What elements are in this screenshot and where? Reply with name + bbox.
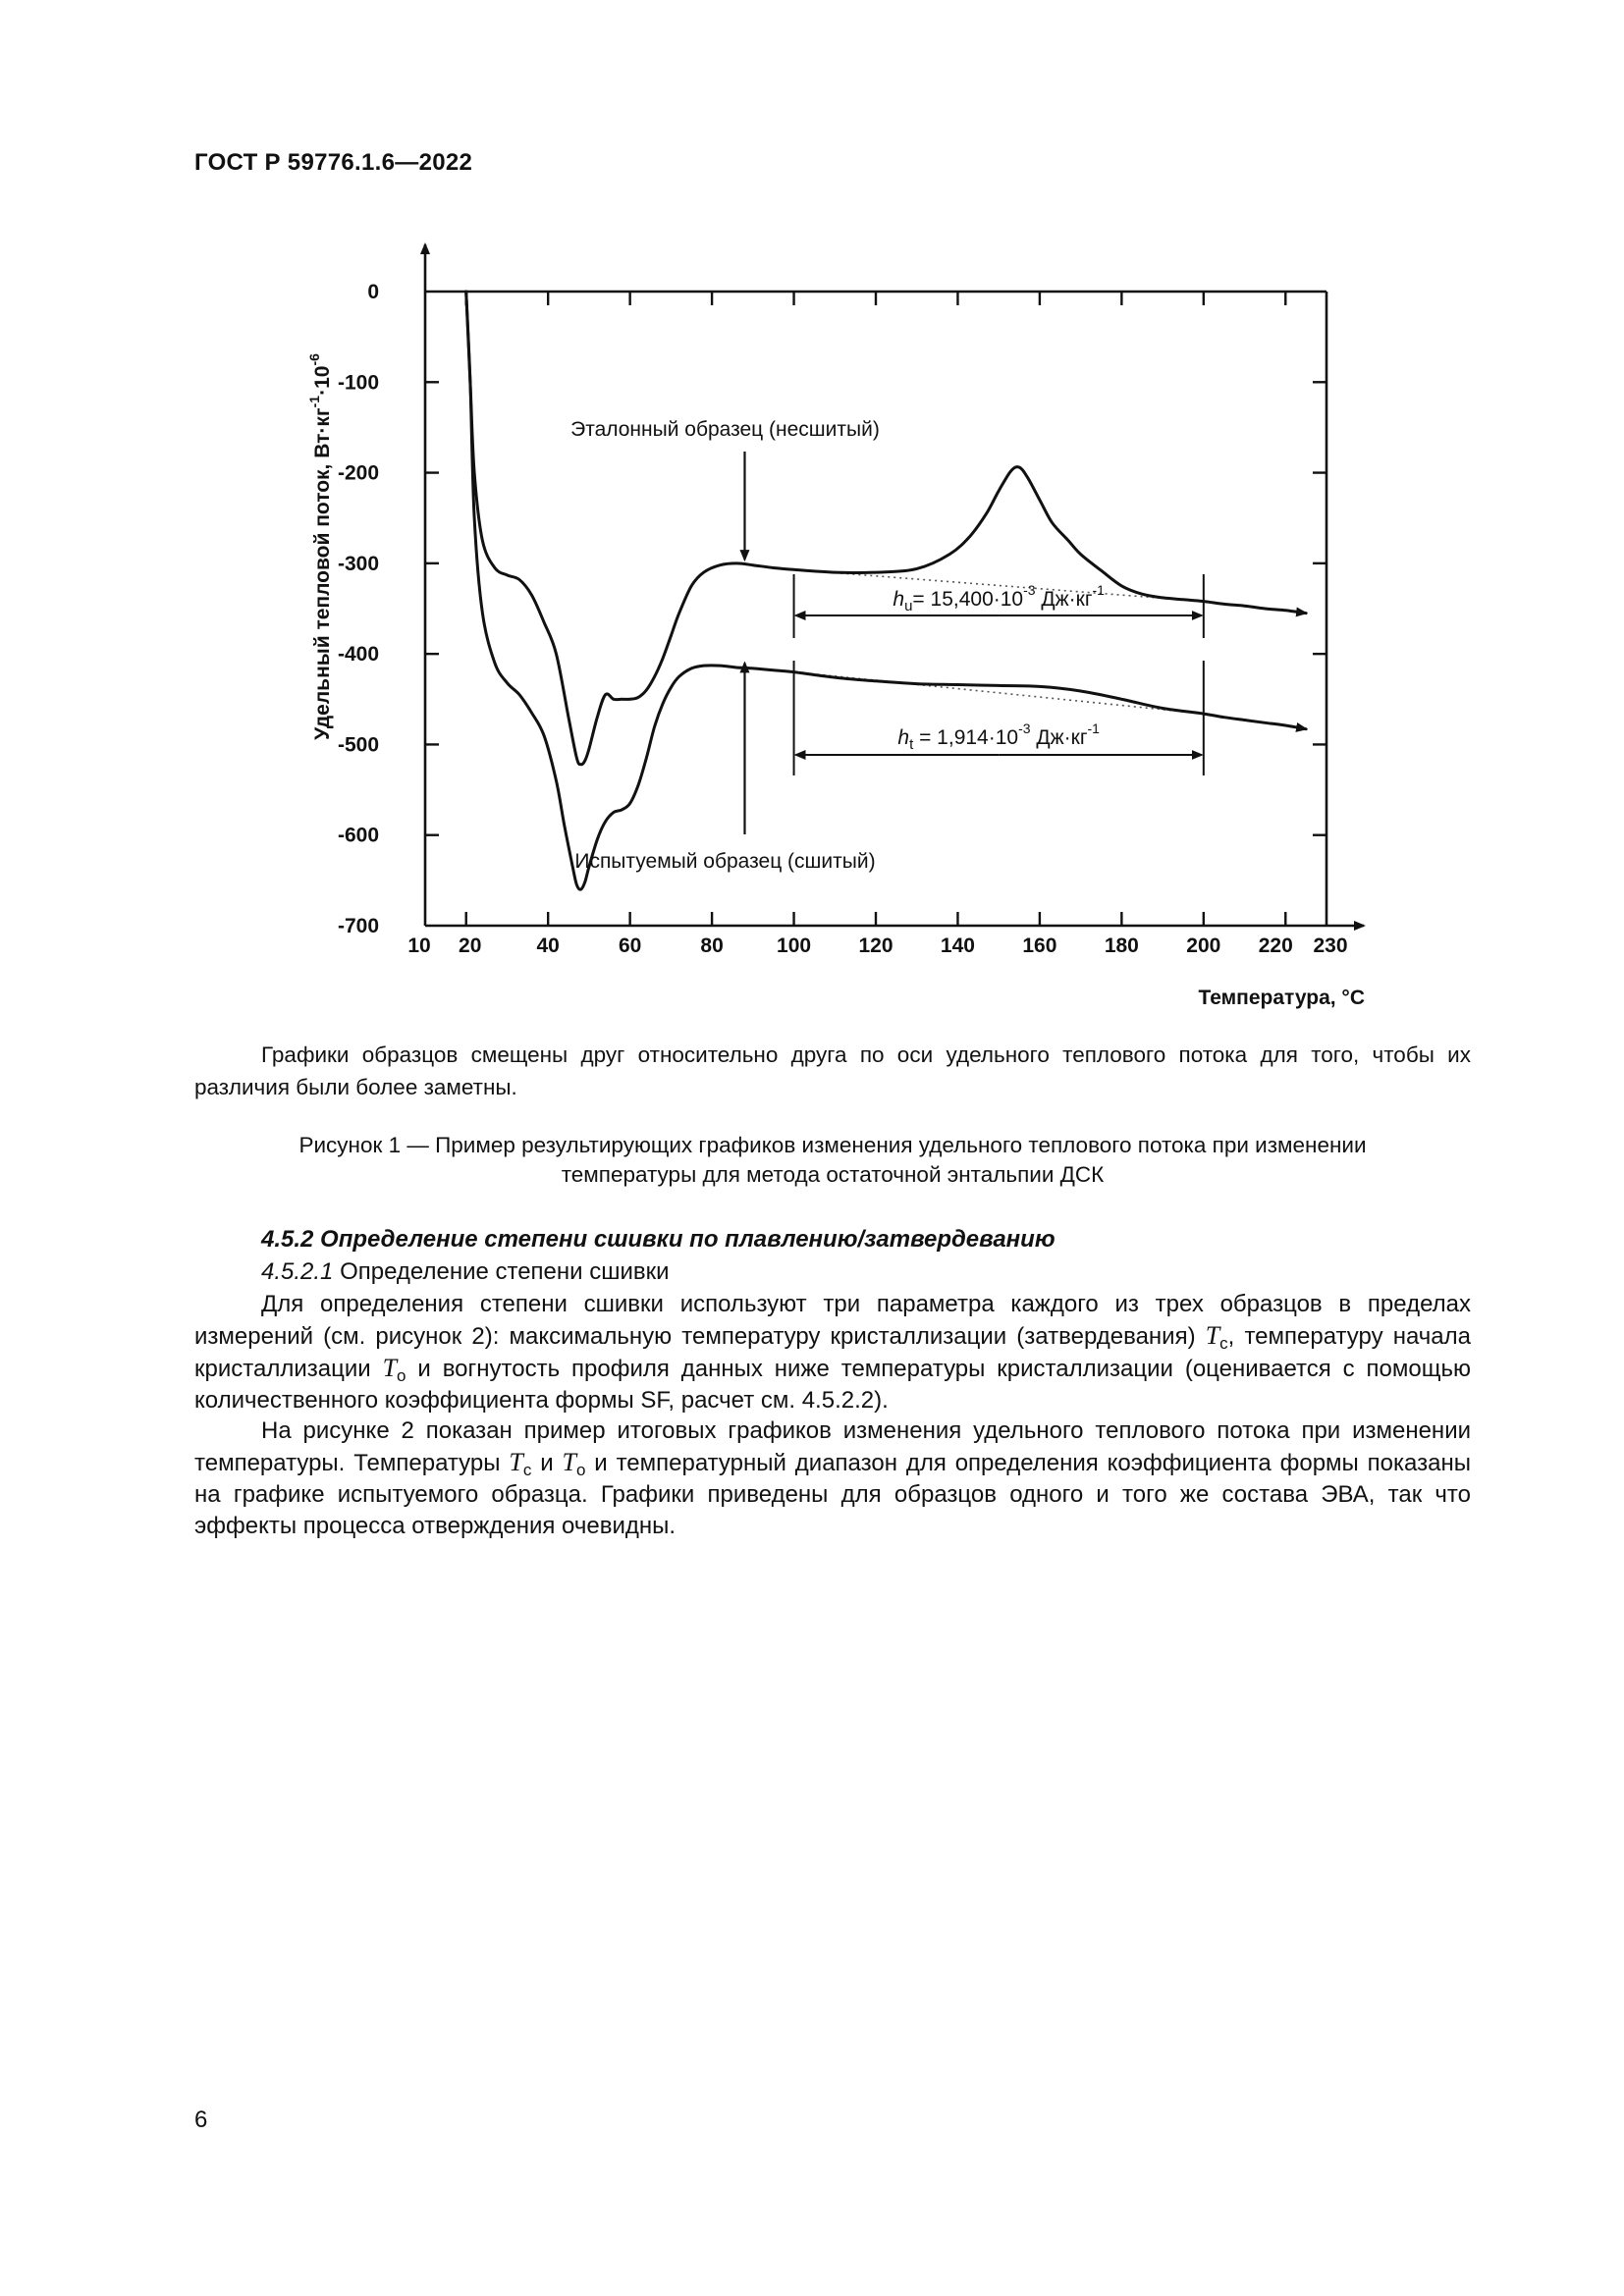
dsc-chart: [295, 226, 1414, 1011]
subsection-title: Определение степени сшивки: [333, 1258, 670, 1285]
page-number: 6: [194, 2107, 208, 2133]
y-tick-label: -400: [337, 643, 379, 667]
x-tick-label: 230: [1313, 934, 1348, 957]
x-tick-label: 100: [777, 934, 812, 957]
test-curve: [466, 292, 1306, 889]
x-tick-label: 200: [1186, 934, 1221, 957]
axis-ticks: [425, 292, 1326, 926]
annotations: [570, 418, 1204, 873]
paragraph-2: На рисунке 2 показан пример итоговых графиков изменения удельного теплового потока при изменении температуры. Температуры $T_c$ и $T_o$ и температурный диапазон для определения коэффициента формы показаны на графике испытуемого образца. Графики приведены для образцов одного и того же состава ЭВА, так что эффекты процесса отверждения очевидны.: [194, 1417, 1471, 1539]
y-tick-label: 0: [367, 281, 379, 303]
x-tick-label: 220: [1258, 934, 1293, 957]
x-tick-label: 160: [1022, 934, 1057, 957]
y-tick-label: -100: [337, 371, 379, 395]
y-tick-label: -300: [337, 552, 379, 575]
figure-caption: [194, 1131, 1471, 1190]
x-tick-label: 180: [1104, 934, 1139, 957]
y-tick-label: -700: [337, 915, 379, 937]
section-heading: 4.5.2 Определение степени сшивки по плавлению/затвердеванию: [261, 1226, 1056, 1253]
x-axis-label: Температура, °C: [1198, 987, 1365, 1009]
x-tick-labels: [407, 934, 1347, 957]
document-header: ГОСТ Р 59776.1.6—2022: [194, 149, 473, 176]
ht-annotation: $h_t = 1,914\cdot 10^{-3}$ $Дж\cdot кг^{-1}$: [897, 721, 1100, 753]
plot-frame: [425, 244, 1364, 926]
subsection-heading: [261, 1256, 670, 1288]
caption-line-1: Рисунок 1 — Пример результирующих графиков изменения удельного теплового потока при изменении: [298, 1133, 1367, 1157]
x-tick-label: 120: [858, 934, 893, 957]
x-tick-label: 80: [700, 934, 724, 957]
y-tick-label: -500: [337, 733, 379, 757]
hu-annotation: $h_u= 15,400\cdot 10^{-3}$ $Дж\cdot кг^{-1}$: [893, 582, 1105, 614]
x-tick-label: 10: [407, 934, 431, 957]
caption-line-2: температуры для метода остаточной энтальпии ДСК: [561, 1162, 1105, 1187]
x-tick-label: 20: [459, 934, 482, 957]
x-tick-label: 60: [618, 934, 642, 957]
y-tick-label: -600: [337, 824, 379, 847]
x-tick-label: 40: [536, 934, 560, 957]
reference-curve: [466, 292, 1306, 765]
y-tick-label: -200: [337, 461, 379, 485]
paragraph-1: Для определения степени сшивки используют три параметра каждого из трех образцов в пределах измерений (см. рисунок 2): максимальную температуру кристаллизации (затвердевания) $T_c$, температуру начала кристаллизации $T_o$ и вогнутость профиля данных ниже температуры кристаллизации (оценивается с помощью количественного коэффициента формы SF, расчет см. 4.5.2.2).: [194, 1291, 1472, 1414]
y-tick-labels: [338, 281, 379, 937]
ht-dimension: [794, 661, 1204, 775]
y-axis-label: Удельный тепловой поток, $Вт\cdot кг^{-1}\cdot 10^{-6}$: [306, 353, 334, 740]
reference-sample-label: Эталонный образец (несшитый): [570, 418, 880, 441]
test-sample-label: Испытуемый образец (сшитый): [574, 850, 876, 873]
series-lines: [466, 292, 1306, 889]
subsection-number: 4.5.2.1: [261, 1258, 334, 1285]
figure-note: Графики образцов смещены друг относительно друга по оси удельного теплового потока для того, чтобы их различия были более заметны.: [194, 1042, 1471, 1099]
x-tick-label: 140: [940, 934, 975, 957]
